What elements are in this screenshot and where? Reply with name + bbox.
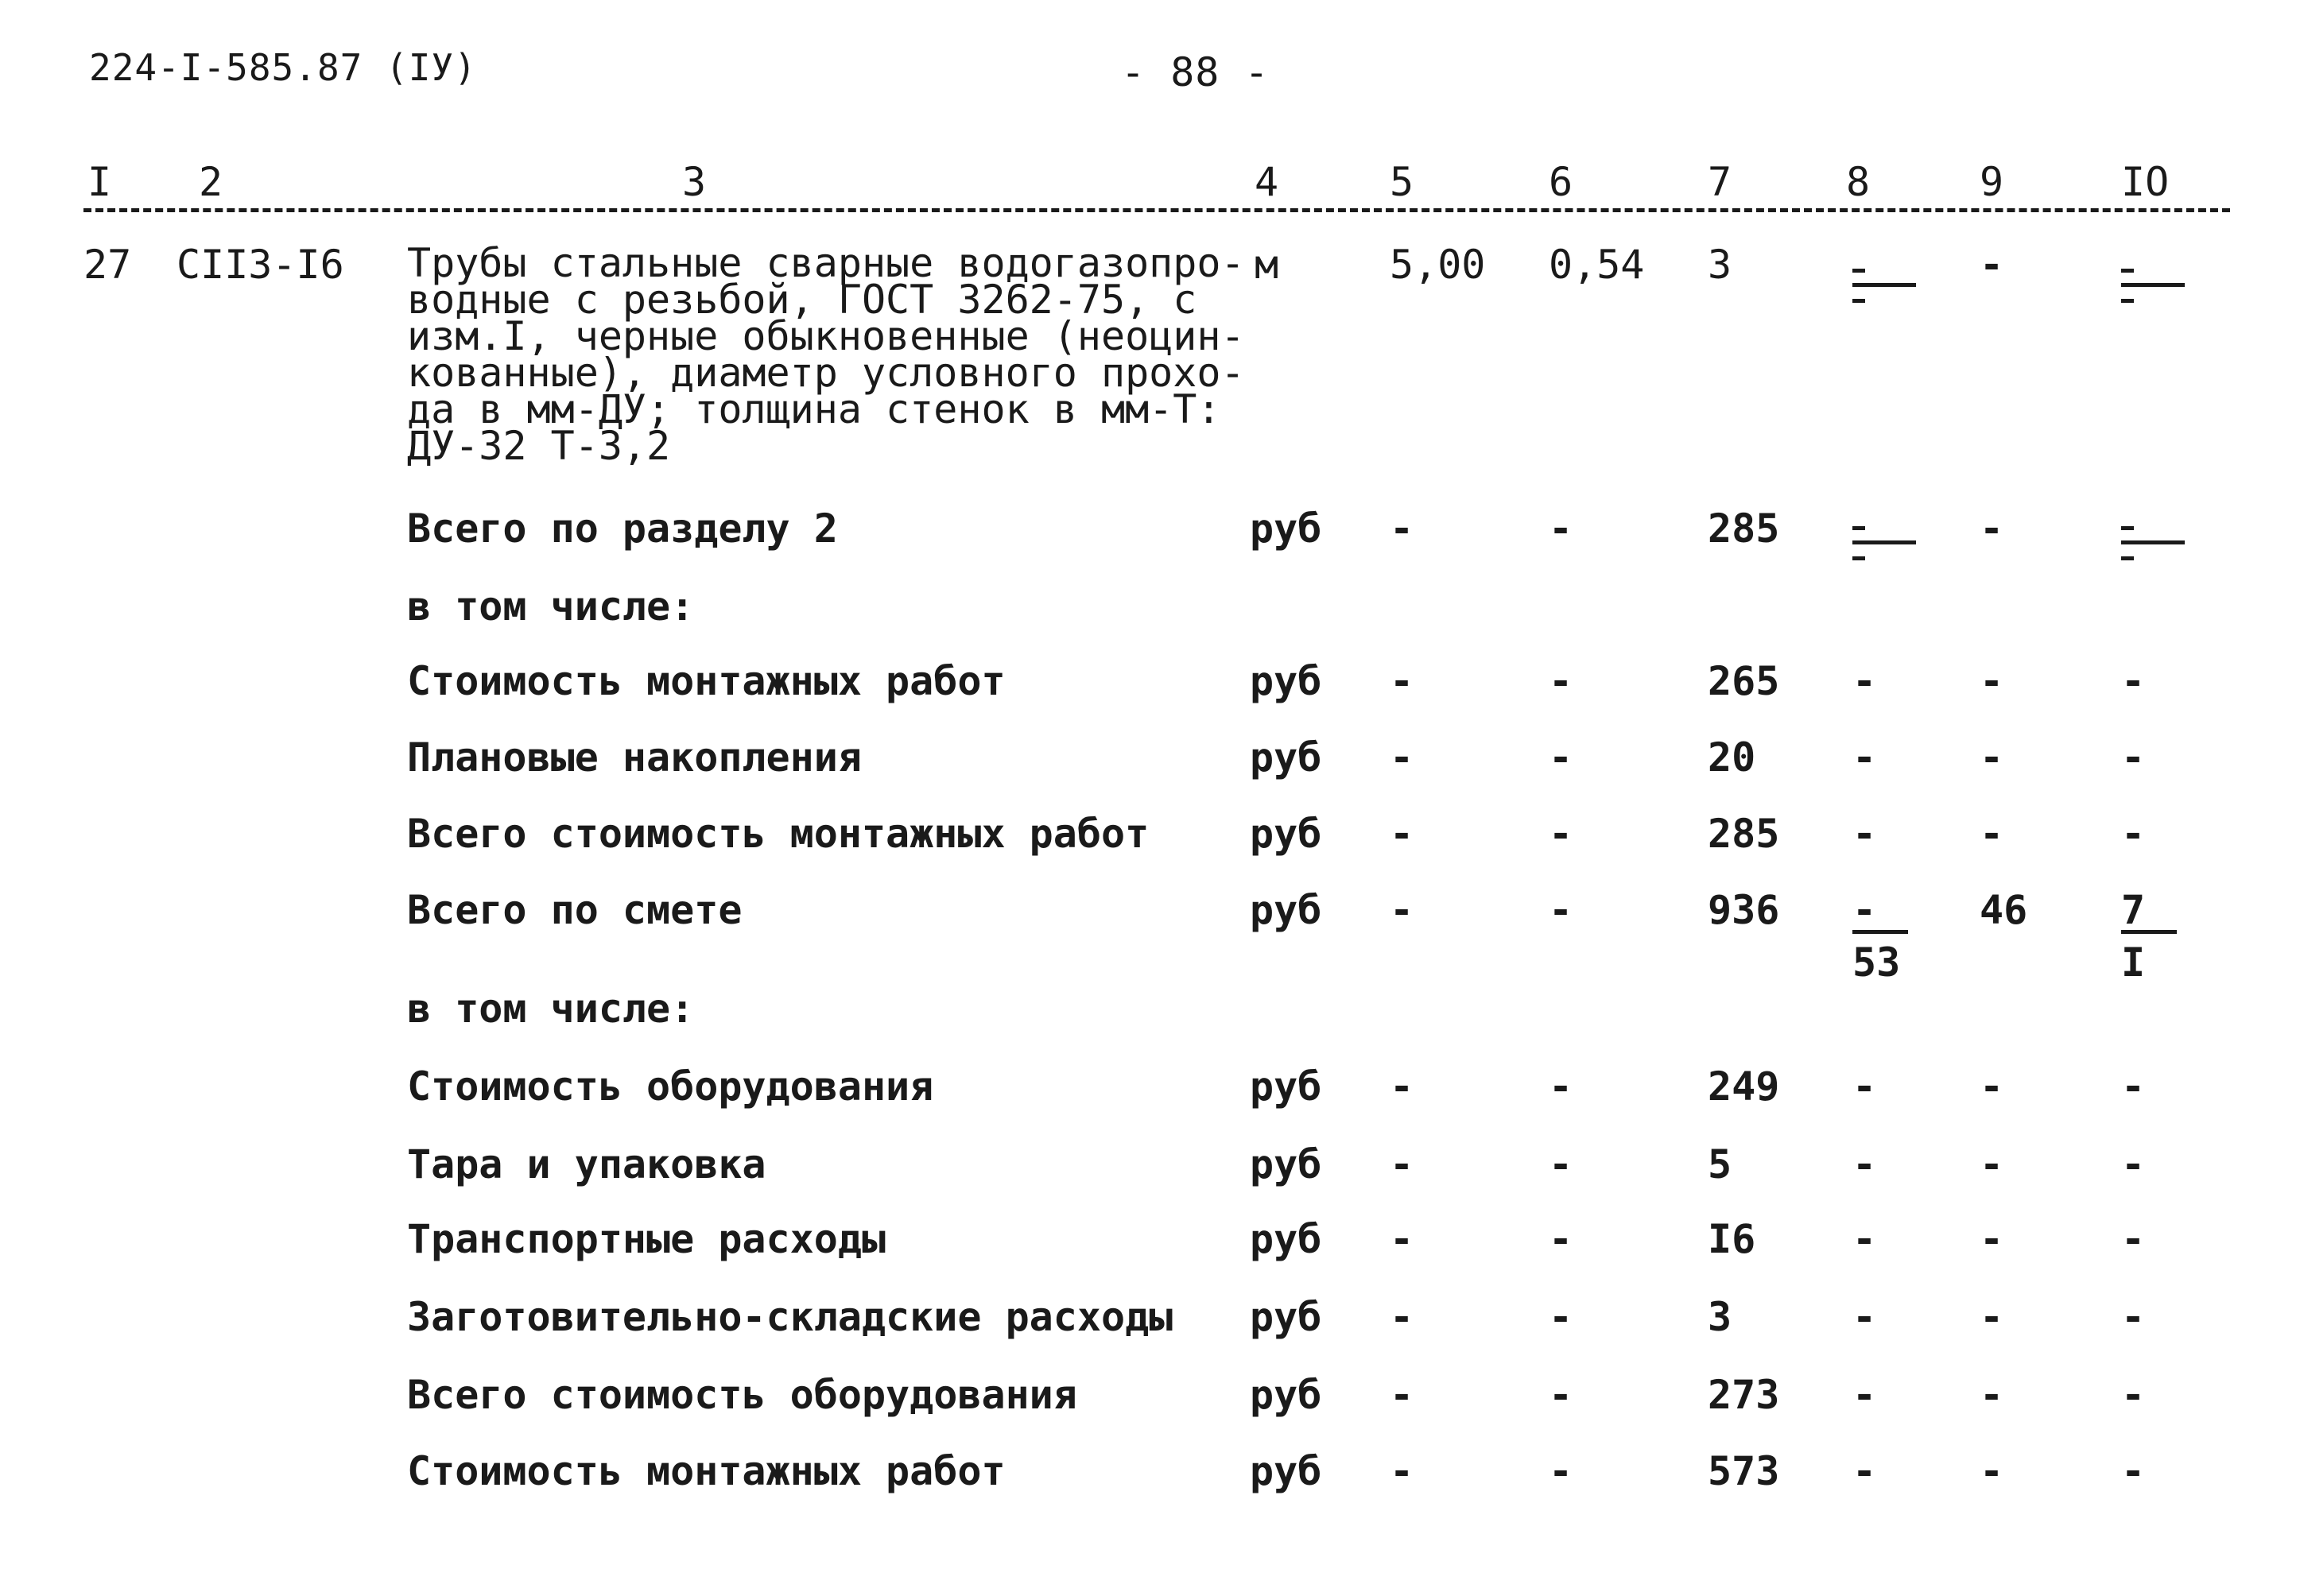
item-unit: м: [1255, 242, 1279, 288]
row-unit: руб: [1250, 1063, 1322, 1110]
fraction-mark: [2121, 556, 2134, 560]
row-c8-below: 53: [1852, 939, 1901, 986]
row-label: в том числе:: [407, 986, 695, 1032]
row-c6: -: [1549, 1448, 1573, 1494]
row-c9: -: [1980, 1141, 2004, 1187]
row-label: в том числе:: [407, 583, 695, 629]
row-unit: руб: [1250, 811, 1322, 857]
row-label: Всего стоимость оборудования: [407, 1372, 1077, 1418]
col-head-6: 6: [1549, 159, 1573, 205]
row-unit: руб: [1250, 658, 1322, 704]
item-unit-price: 0,54: [1549, 242, 1645, 288]
fraction-mark: [1852, 299, 1865, 303]
row-c6: -: [1549, 887, 1573, 933]
row-c10: -: [2121, 1063, 2146, 1110]
row-c5: -: [1390, 811, 1414, 857]
fraction-mark: [1852, 526, 1865, 530]
row-label: Стоимость монтажных работ: [407, 658, 1006, 704]
row-c5: -: [1390, 1372, 1414, 1418]
row-unit: руб: [1250, 1141, 1322, 1187]
item-description: Трубы стальные сварные водогазопро- водные с резьбой, ГОСТ 3262-75, с изм.I, черные обыкновенные (неоцин- кованные), диаметр условного прохо- да в мм-ДУ; толщина стенок в мм-Т: ДУ-32 Т-3,2: [407, 240, 1245, 469]
row-c8: -: [1852, 1216, 1877, 1262]
col-head-8: 8: [1846, 159, 1871, 205]
row-c6: -: [1549, 506, 1573, 552]
row-c7: 3: [1708, 1294, 1732, 1340]
header-rule: [83, 208, 2230, 212]
row-unit: руб: [1250, 734, 1322, 781]
page-number: - 88 -: [1121, 49, 1270, 95]
row-c7: 273: [1708, 1372, 1780, 1418]
row-c10: -: [2121, 734, 2146, 781]
row-c7: 936: [1708, 887, 1780, 933]
row-c6: -: [1549, 734, 1573, 781]
row-label: Плановые накопления: [407, 734, 862, 781]
row-c5: -: [1390, 1294, 1414, 1340]
row-label: Транспортные расходы: [407, 1216, 886, 1262]
row-c5: -: [1390, 1063, 1414, 1110]
row-c10: -: [2121, 1372, 2146, 1418]
row-c6: -: [1549, 1063, 1573, 1110]
row-c8: -: [1852, 734, 1877, 781]
row-c9: -: [1980, 1063, 2004, 1110]
row-c10-below: I: [2121, 939, 2146, 986]
row-c5: -: [1390, 1216, 1414, 1262]
fraction-mark: [1852, 269, 1865, 273]
row-label: Стоимость монтажных работ: [407, 1448, 1006, 1494]
row-c9: -: [1980, 734, 2004, 781]
row-c8: -: [1852, 811, 1877, 857]
row-c7: 285: [1708, 811, 1780, 857]
row-label: Заготовительно-складские расходы: [407, 1294, 1173, 1340]
item-col9: -: [1980, 242, 2004, 288]
row-unit: руб: [1250, 887, 1322, 933]
row-c5: -: [1390, 1141, 1414, 1187]
fraction-mark: [2121, 299, 2134, 303]
row-c5: -: [1390, 734, 1414, 781]
row-c6: -: [1549, 1216, 1573, 1262]
row-c10: -: [2121, 1216, 2146, 1262]
row-c8: -: [1852, 658, 1877, 704]
row-label: Всего стоимость монтажных работ: [407, 811, 1150, 857]
row-c8: -: [1852, 1294, 1877, 1340]
row-label: Всего по разделу 2: [407, 506, 838, 552]
fraction-line: [2121, 283, 2185, 287]
fraction-mark: [1852, 556, 1865, 560]
row-c10: -: [2121, 1294, 2146, 1340]
fraction-mark: [2121, 269, 2134, 273]
row-c9: 46: [1980, 887, 2028, 933]
row-c5: -: [1390, 887, 1414, 933]
row-label: Стоимость оборудования: [407, 1063, 934, 1110]
row-c6: -: [1549, 1294, 1573, 1340]
row-c8: -: [1852, 1063, 1877, 1110]
row-unit: руб: [1250, 506, 1322, 552]
col-head-2: 2: [199, 159, 223, 205]
row-unit: руб: [1250, 1372, 1322, 1418]
col-head-5: 5: [1390, 159, 1414, 205]
row-label: Тара и упаковка: [407, 1141, 766, 1187]
row-unit: руб: [1250, 1216, 1322, 1262]
row-c5: -: [1390, 658, 1414, 704]
row-c6: -: [1549, 811, 1573, 857]
row-c6: -: [1549, 1372, 1573, 1418]
row-unit: руб: [1250, 1294, 1322, 1340]
row-c9: -: [1980, 1294, 2004, 1340]
row-c8: -: [1852, 890, 1908, 934]
row-c7: 265: [1708, 658, 1780, 704]
col-head-10: IO: [2121, 159, 2170, 205]
row-c9: -: [1980, 1372, 2004, 1418]
row-label: Всего по смете: [407, 887, 743, 933]
row-c9: -: [1980, 506, 2004, 552]
item-total: 3: [1708, 242, 1732, 288]
row-c9: -: [1980, 658, 2004, 704]
row-c7: 573: [1708, 1448, 1780, 1494]
row-c7: 5: [1708, 1141, 1732, 1187]
fraction-mark: [1852, 540, 1916, 544]
row-c10: -: [2121, 658, 2146, 704]
document-code: 224-I-585.87 (IУ): [89, 46, 477, 89]
row-c10: -: [2121, 1141, 2146, 1187]
fraction-line: [1852, 283, 1916, 287]
item-number: 27: [83, 242, 132, 288]
row-c6: -: [1549, 1141, 1573, 1187]
row-unit: руб: [1250, 1448, 1322, 1494]
row-c8: -: [1852, 1448, 1877, 1494]
row-c9: -: [1980, 811, 2004, 857]
fraction-mark: [2121, 540, 2185, 544]
row-c7: 249: [1708, 1063, 1780, 1110]
col-head-3: 3: [682, 159, 707, 205]
row-c5: -: [1390, 506, 1414, 552]
row-c8: -: [1852, 1141, 1877, 1187]
col-head-7: 7: [1708, 159, 1732, 205]
row-c10: -: [2121, 1448, 2146, 1494]
row-c9: -: [1980, 1216, 2004, 1262]
row-c10: 7: [2121, 890, 2177, 934]
row-c10: -: [2121, 811, 2146, 857]
col-head-9: 9: [1980, 159, 2004, 205]
item-code: СII3-I6: [176, 242, 344, 288]
row-c8: -: [1852, 1372, 1877, 1418]
row-c9: -: [1980, 1448, 2004, 1494]
col-head-1: I: [87, 159, 112, 205]
row-c5: -: [1390, 1448, 1414, 1494]
row-c7: 285: [1708, 506, 1780, 552]
row-c7: I6: [1708, 1216, 1756, 1262]
item-quantity: 5,00: [1390, 242, 1486, 288]
col-head-4: 4: [1255, 159, 1279, 205]
fraction-mark: [2121, 526, 2134, 530]
row-c6: -: [1549, 658, 1573, 704]
row-c7: 20: [1708, 734, 1756, 781]
